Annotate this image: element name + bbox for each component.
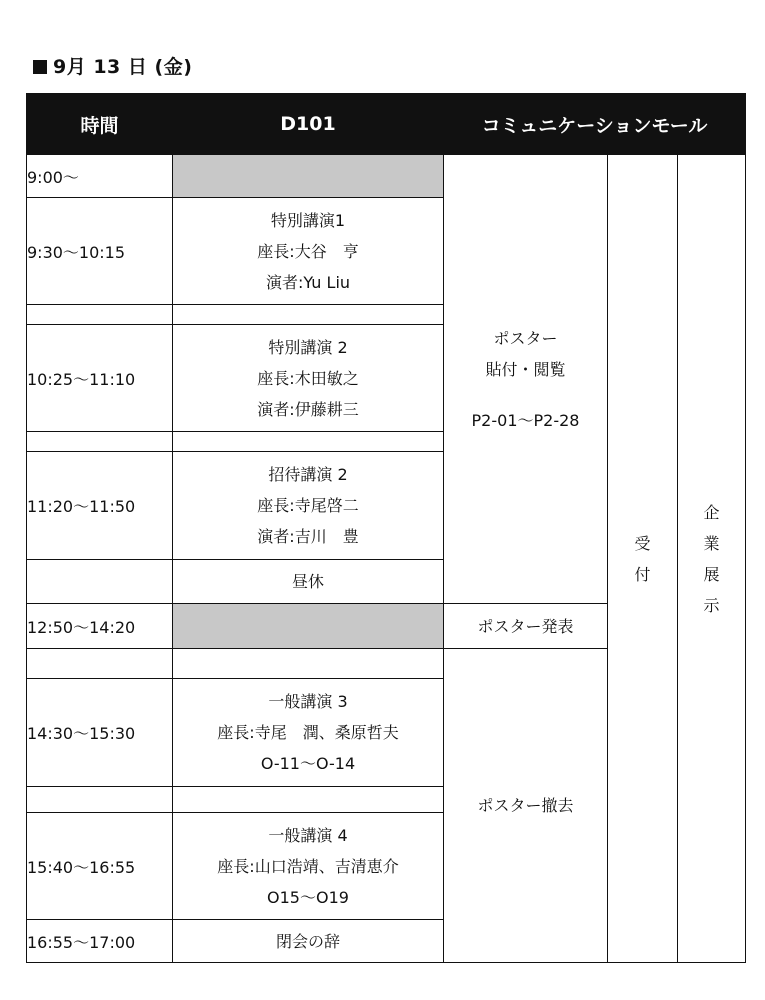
session-speaker: 演者:吉川 豊 xyxy=(257,527,359,546)
room-cell-blank xyxy=(173,604,444,649)
session-chair: 座長:寺尾啓二 xyxy=(257,496,359,515)
header-row xyxy=(27,94,746,155)
poster-remove-cell: ポスター撤去 xyxy=(444,649,608,963)
col-header-room: D101 xyxy=(173,94,444,155)
session-cell xyxy=(173,198,444,305)
session-cell xyxy=(173,452,444,560)
time-cell: 15:40〜16:55 xyxy=(27,813,173,920)
session-title: 招待講演 2 xyxy=(268,465,348,484)
session-chair: 座長:大谷 亨 xyxy=(257,241,359,261)
reception-cell xyxy=(608,155,678,963)
session-ids: O15〜O19 xyxy=(267,887,349,907)
spacer-cell xyxy=(173,432,444,452)
spacer-cell xyxy=(27,305,173,325)
reception-char: 受 xyxy=(634,533,651,553)
poster-line: ポスター xyxy=(493,328,558,348)
session-cell xyxy=(173,679,444,787)
session-cell xyxy=(173,813,444,920)
time-cell: 9:30〜10:15 xyxy=(27,198,173,305)
spacer-cell xyxy=(173,649,444,679)
exhibit-char: 展 xyxy=(703,564,720,584)
time-cell: 16:55〜17:00 xyxy=(27,920,173,963)
session-chair: 座長:山口浩靖、吉清恵介 xyxy=(217,856,399,876)
exhibit-char: 示 xyxy=(703,595,720,615)
time-cell: 10:25〜11:10 xyxy=(27,325,173,432)
square-bullet-icon xyxy=(33,60,47,74)
exhibit-cell xyxy=(678,155,746,963)
time-cell: 14:30〜15:30 xyxy=(27,679,173,787)
reception-char: 付 xyxy=(634,564,651,584)
exhibit-char: 業 xyxy=(703,533,720,553)
session-speaker: 演者:Yu Liu xyxy=(265,272,351,292)
session-title: 一般講演 4 xyxy=(268,825,348,845)
poster-present-cell: ポスター発表 xyxy=(444,604,608,649)
exhibit-char: 企 xyxy=(703,502,720,522)
spacer-cell xyxy=(27,649,173,679)
spacer-cell xyxy=(27,432,173,452)
session-ids: O-11〜O-14 xyxy=(260,754,356,773)
col-header-mall: コミュニケーションモール xyxy=(444,94,746,155)
closing-cell: 閉会の辞 xyxy=(173,920,444,963)
poster-line: 貼付・閲覧 xyxy=(485,359,566,379)
date-title: 9月 13 日 (金) xyxy=(53,56,193,78)
poster-range: P2-01〜P2-28 xyxy=(471,410,580,430)
room-cell-blank xyxy=(173,155,444,198)
session-chair: 座長:寺尾 潤、桑原哲夫 xyxy=(217,723,399,742)
session-title: 一般講演 3 xyxy=(268,692,348,711)
poster-posting-cell xyxy=(444,155,608,604)
col-header-time: 時間 xyxy=(27,94,173,155)
session-title: 特別講演1 xyxy=(270,210,346,230)
session-cell xyxy=(173,325,444,432)
session-title: 特別講演 2 xyxy=(268,337,348,357)
session-chair: 座長:木田敏之 xyxy=(257,368,359,388)
time-cell: 12:50〜14:20 xyxy=(27,604,173,649)
spacer-cell xyxy=(173,787,444,813)
session-speaker: 演者:伊藤耕三 xyxy=(257,399,359,419)
table-row xyxy=(27,155,746,198)
time-cell: 11:20〜11:50 xyxy=(27,452,173,560)
time-cell: 9:00〜 xyxy=(27,155,173,198)
lunch-cell: 昼休 xyxy=(173,560,444,604)
spacer-cell xyxy=(173,305,444,325)
spacer-cell xyxy=(27,787,173,813)
page-title xyxy=(33,52,192,79)
time-cell-blank xyxy=(27,560,173,604)
schedule-table xyxy=(26,93,746,963)
